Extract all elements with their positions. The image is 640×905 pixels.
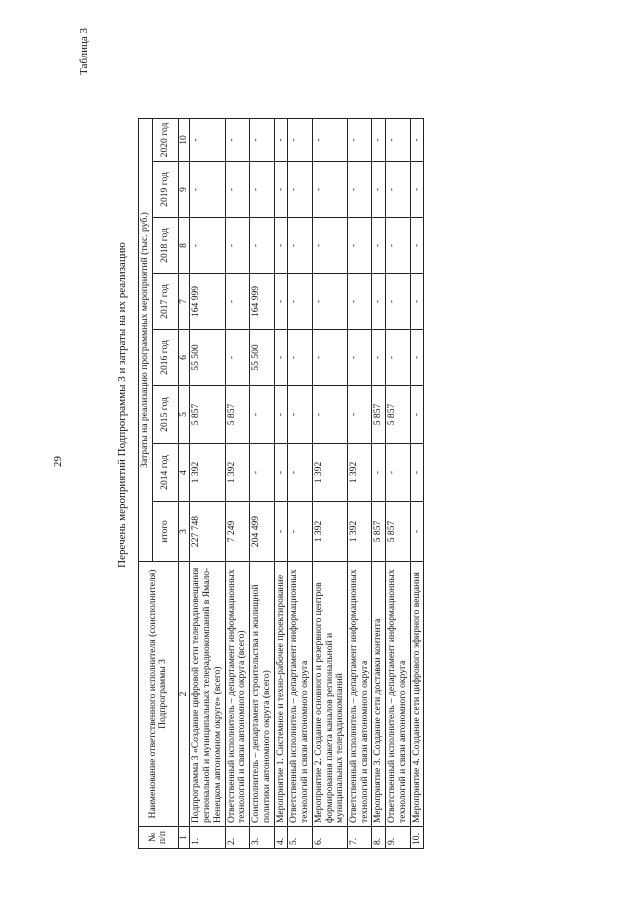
table-row [190,119,225,849]
year-cell: - [225,162,249,218]
row-number: 7. [348,827,372,849]
year-cell: - [348,274,372,330]
column-index: 4 [178,444,190,502]
year-cell: - [274,386,288,444]
year-cell: - [348,386,372,444]
year-cell: - [410,162,424,218]
table-row [225,119,249,849]
year-cell: - [372,274,386,330]
row-name: Мероприятие 2. Создание основного и резервного центров формирования пакета каналов региональной и муниципальных телерадиокомпаний [312,562,347,827]
table-row [372,119,386,849]
year-cell: - [288,386,312,444]
row-number: 2. [225,827,249,849]
year-cell: - [386,330,410,386]
year-cell: - [274,218,288,274]
year-cell: - [312,274,347,330]
column-index: 1 [178,827,190,849]
year-cell: - [410,119,424,162]
row-name: Соисполнитель – департамент строительства и жилищной политики автономного округа (всего) [250,562,274,827]
row-name: Ответственный исполнитель – департамент информационных технологий и связи автономного округа (всего) [225,562,249,827]
year-cell: 164 999 [250,274,274,330]
total-cell: 5 857 [386,502,410,562]
column-index: 10 [178,119,190,162]
year-cell: - [372,119,386,162]
year-cell: - [410,386,424,444]
year-cell: - [410,330,424,386]
row-number: 4. [274,827,288,849]
table-row [274,119,288,849]
total-cell: - [288,502,312,562]
year-cell: - [274,330,288,386]
year-cell: - [250,119,274,162]
year-cell: - [288,444,312,502]
row-number: 5. [288,827,312,849]
header-name: Наименование ответственного исполнителя (соисполнителя) Подпрограммы 3 [139,562,179,827]
year-cell: - [250,444,274,502]
year-cell: 55 500 [190,330,225,386]
year-cell: - [274,444,288,502]
year-cell: - [250,386,274,444]
total-cell: 204 499 [250,502,274,562]
year-cell: - [386,119,410,162]
year-cell: - [348,330,372,386]
total-cell: 7 249 [225,502,249,562]
row-name: Ответственный исполнитель – департамент информационных технологий и связи автономного округа [288,562,312,827]
year-cell: 1 392 [190,444,225,502]
year-cell: - [225,274,249,330]
year-cell: 5 857 [225,386,249,444]
column-index: 8 [178,218,190,274]
year-cell: 5 857 [190,386,225,444]
year-cell: - [190,218,225,274]
row-number: 1. [190,827,225,849]
year-cell: - [225,218,249,274]
year-cell: 1 392 [312,444,347,502]
row-name: Ответственный исполнитель – департамент информационных технологий и связи автономного округа [348,562,372,827]
table-row [386,119,410,849]
year-cell: - [225,119,249,162]
year-cell: 164 999 [190,274,225,330]
total-cell: 1 392 [348,502,372,562]
table-row [250,119,274,849]
row-number: 8. [372,827,386,849]
row-name: Мероприятие 1. Системное и техно-рабочее проектирование [274,562,288,827]
table-label: Таблица 3 [78,27,90,75]
year-cell: - [312,386,347,444]
total-cell: - [274,502,288,562]
column-index: 5 [178,386,190,444]
year-cell: - [274,162,288,218]
column-index: 2 [178,562,190,827]
year-cell: - [372,162,386,218]
header-year: 2017 год [152,274,178,330]
total-cell: 1 392 [312,502,347,562]
table-row [348,119,372,849]
header-year: 2020 год [152,119,178,162]
year-cell: - [348,162,372,218]
year-cell: 5 857 [386,386,410,444]
total-cell: - [410,502,424,562]
header-no: № п/п [139,827,179,849]
year-cell: - [312,330,347,386]
year-cell: - [250,218,274,274]
page-number: 29 [52,456,64,467]
column-index: 3 [178,502,190,562]
header-year: 2015 год [152,386,178,444]
year-cell: - [348,218,372,274]
year-cell: - [348,119,372,162]
row-name: Ответственный исполнитель – департамент информационных технологий и связи автономного округа [386,562,410,827]
year-cell: - [190,119,225,162]
row-name: Мероприятие 3. Создание сети доставки контента [372,562,386,827]
year-cell: - [190,162,225,218]
year-cell: 5 857 [372,386,386,444]
total-cell: 5 857 [372,502,386,562]
year-cell: 1 392 [348,444,372,502]
year-cell: - [410,274,424,330]
year-cell: 55 500 [250,330,274,386]
table-row [312,119,347,849]
year-cell: - [288,274,312,330]
year-cell: - [386,274,410,330]
year-cell: - [372,218,386,274]
row-name: Подпрограмма 3 «Создание цифровой сети телерадиовещания региональной и муниципальных телерадиокомпаний в Ямало-Ненецком автономном округе» (всего) [190,562,225,827]
column-index: 6 [178,330,190,386]
year-cell: - [410,444,424,502]
row-number: 9. [386,827,410,849]
year-cell: - [225,330,249,386]
year-cell: - [288,218,312,274]
year-cell: - [288,162,312,218]
year-cell: - [372,444,386,502]
year-cell: - [386,162,410,218]
row-number: 6. [312,827,347,849]
year-cell: - [288,119,312,162]
year-cell: - [288,330,312,386]
year-cell: - [312,162,347,218]
row-number: 10. [410,827,424,849]
header-year: 2018 год [152,218,178,274]
header-year: 2019 год [152,162,178,218]
header-year: 2016 год [152,330,178,386]
year-cell: - [312,119,347,162]
table-body [190,119,424,849]
header-costs: Затраты на реализацию программных мероприятий (тыс. руб.) [139,119,153,562]
row-number: 3. [250,827,274,849]
table-row [410,119,424,849]
year-cell: - [312,218,347,274]
column-index: 7 [178,274,190,330]
header-year: 2014 год [152,444,178,502]
table-row [288,119,312,849]
year-cell: - [250,162,274,218]
year-cell: - [386,444,410,502]
header-total: итого [152,502,178,562]
table-caption: Перечень мероприятий Подпрограммы 3 и затраты на их реализацию [116,242,128,568]
year-cell: - [274,119,288,162]
row-name: Мероприятие 4. Создание сети цифрового эфирного вещания [410,562,424,827]
year-cell: - [410,218,424,274]
year-cell: - [372,330,386,386]
year-cell: - [386,218,410,274]
year-cell: 1 392 [225,444,249,502]
total-cell: 227 748 [190,502,225,562]
column-index: 9 [178,162,190,218]
costs-table [138,118,424,849]
year-cell: - [274,274,288,330]
